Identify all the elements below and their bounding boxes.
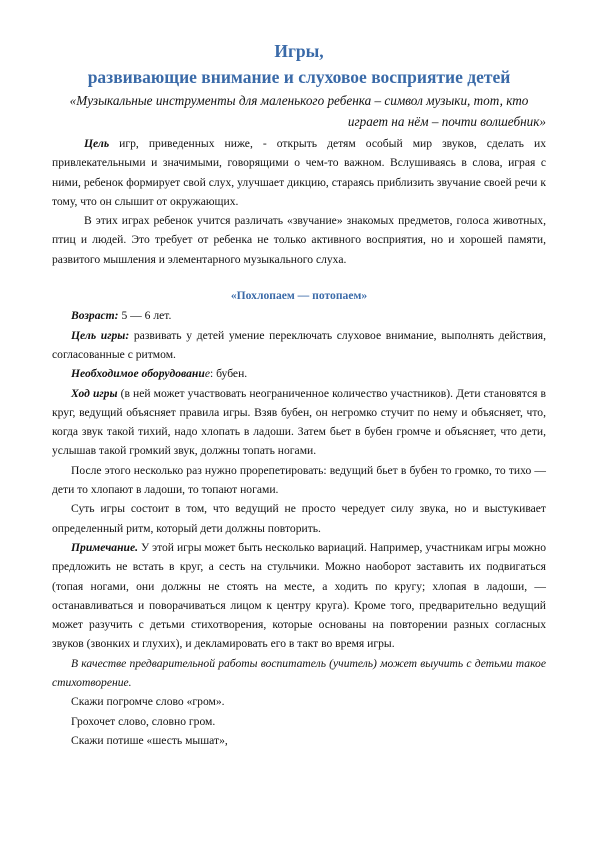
age-label: Возраст [71, 309, 115, 323]
course-text: (в ней может участвовать неограниченное количество участников). Дети становятся в круг, ведущий объясняет правила игры. Взяв бубен, он негромко стучит по нему и объясняет, что, когда звук такой тихий, надо хлопать в ладоши. Затем бьет в бубен громче и объясняет, что дети, услышав такой громкий звук, должны топать ногами. [52, 386, 546, 458]
poem-line-3: Скажи потише «шесть мышат», [71, 733, 228, 747]
poem-line-2: Грохочет слово, словно гром. [71, 714, 216, 728]
prelim-paragraph: В качестве предварительной работы воспитатель (учитель) может выучить с детьми такое стихотворение. [52, 656, 546, 690]
note-paragraph [52, 538, 546, 654]
repeat-paragraph: После этого несколько раз нужно прорепетировать: ведущий бьет в бубен то громко, то тихо — дети то хлопают в ладоши, то топают ногами. [52, 463, 546, 497]
equipment-value: : бубен. [209, 367, 248, 381]
intro-goal-label: Цель [84, 137, 110, 150]
equipment-label: Необходимое оборудовани [71, 367, 205, 381]
age-paragraph [52, 306, 546, 325]
game-goal-label: Цель игры: [71, 328, 130, 342]
epigraph-line-1: «Музыкальные инструменты для маленького ребенка – символ музыки, тот, кто [69, 93, 529, 108]
game-goal-text: развивать у детей умение переключать слуховое внимание, выполнять действия, согласованные с ритмом. [52, 328, 547, 361]
note-label: Примечание. [71, 540, 139, 554]
game-title: «Похлопаем — потопаем» [230, 289, 368, 303]
equipment-label-tail: е [204, 367, 210, 381]
equipment-paragraph [52, 364, 546, 383]
spacer [52, 269, 546, 286]
intro-goal-paragraph [52, 134, 546, 211]
intro-goal-text: игр, приведенных ниже, - открыть детям особый мир звуков, сделать их привлекательными и значимыми, говорящими о чем-то важном. Вслушиваясь в слова, играя с ними, ребенок формирует свой слух, улучшает дикцию, стараясь приблизить звучание своей речи к тому, что он слышит от окружающих. [52, 137, 546, 208]
intro-paragraph-2: В этих играх ребенок учится различать «звучание» знакомых предметов, голоса животных, птиц и людей. Это требует от ребенка не только активного восприятия, но и хорошей памяти, развитого мышления и элементарного музыкального слуха. [52, 214, 546, 266]
note-text: У этой игры может быть несколько вариаций. Например, участникам игры можно предложить не встать в круг, а сесть на стульчики. Можно наоборот заставить их подвигаться (топая ногами, они должны не стоять на месте, а ходить по кругу; хлопая в ладоши, — останавливаться и поворачиваться лицом к центру круга). Кроме того, предварительно ведущий может разучить с детьми стихотворения, которые основаны на повторении разных согласных звуков (звонких и глухих), и декламировать его в такт во время игры. [52, 540, 546, 651]
age-value: 5 — 6 лет. [118, 309, 172, 323]
title-line-2: развивающие внимание и слуховое восприятие детей [87, 67, 511, 87]
epigraph-line-2: играет на нём – почти волшебник» [347, 114, 546, 129]
poem-line-1: Скажи погромче слово «гром». [71, 695, 225, 709]
course-label: Ход игры [71, 386, 118, 400]
epigraph [52, 90, 546, 132]
title-line-1: Игры, [274, 41, 324, 61]
course-paragraph [52, 384, 546, 461]
game-goal-paragraph [52, 326, 546, 365]
age-colon: : [114, 309, 119, 323]
essence-paragraph: Суть игры состоит в том, что ведущий не просто чередует силу звука, но и выстукивает определенный ритм, который дети должны повторить. [52, 502, 546, 535]
